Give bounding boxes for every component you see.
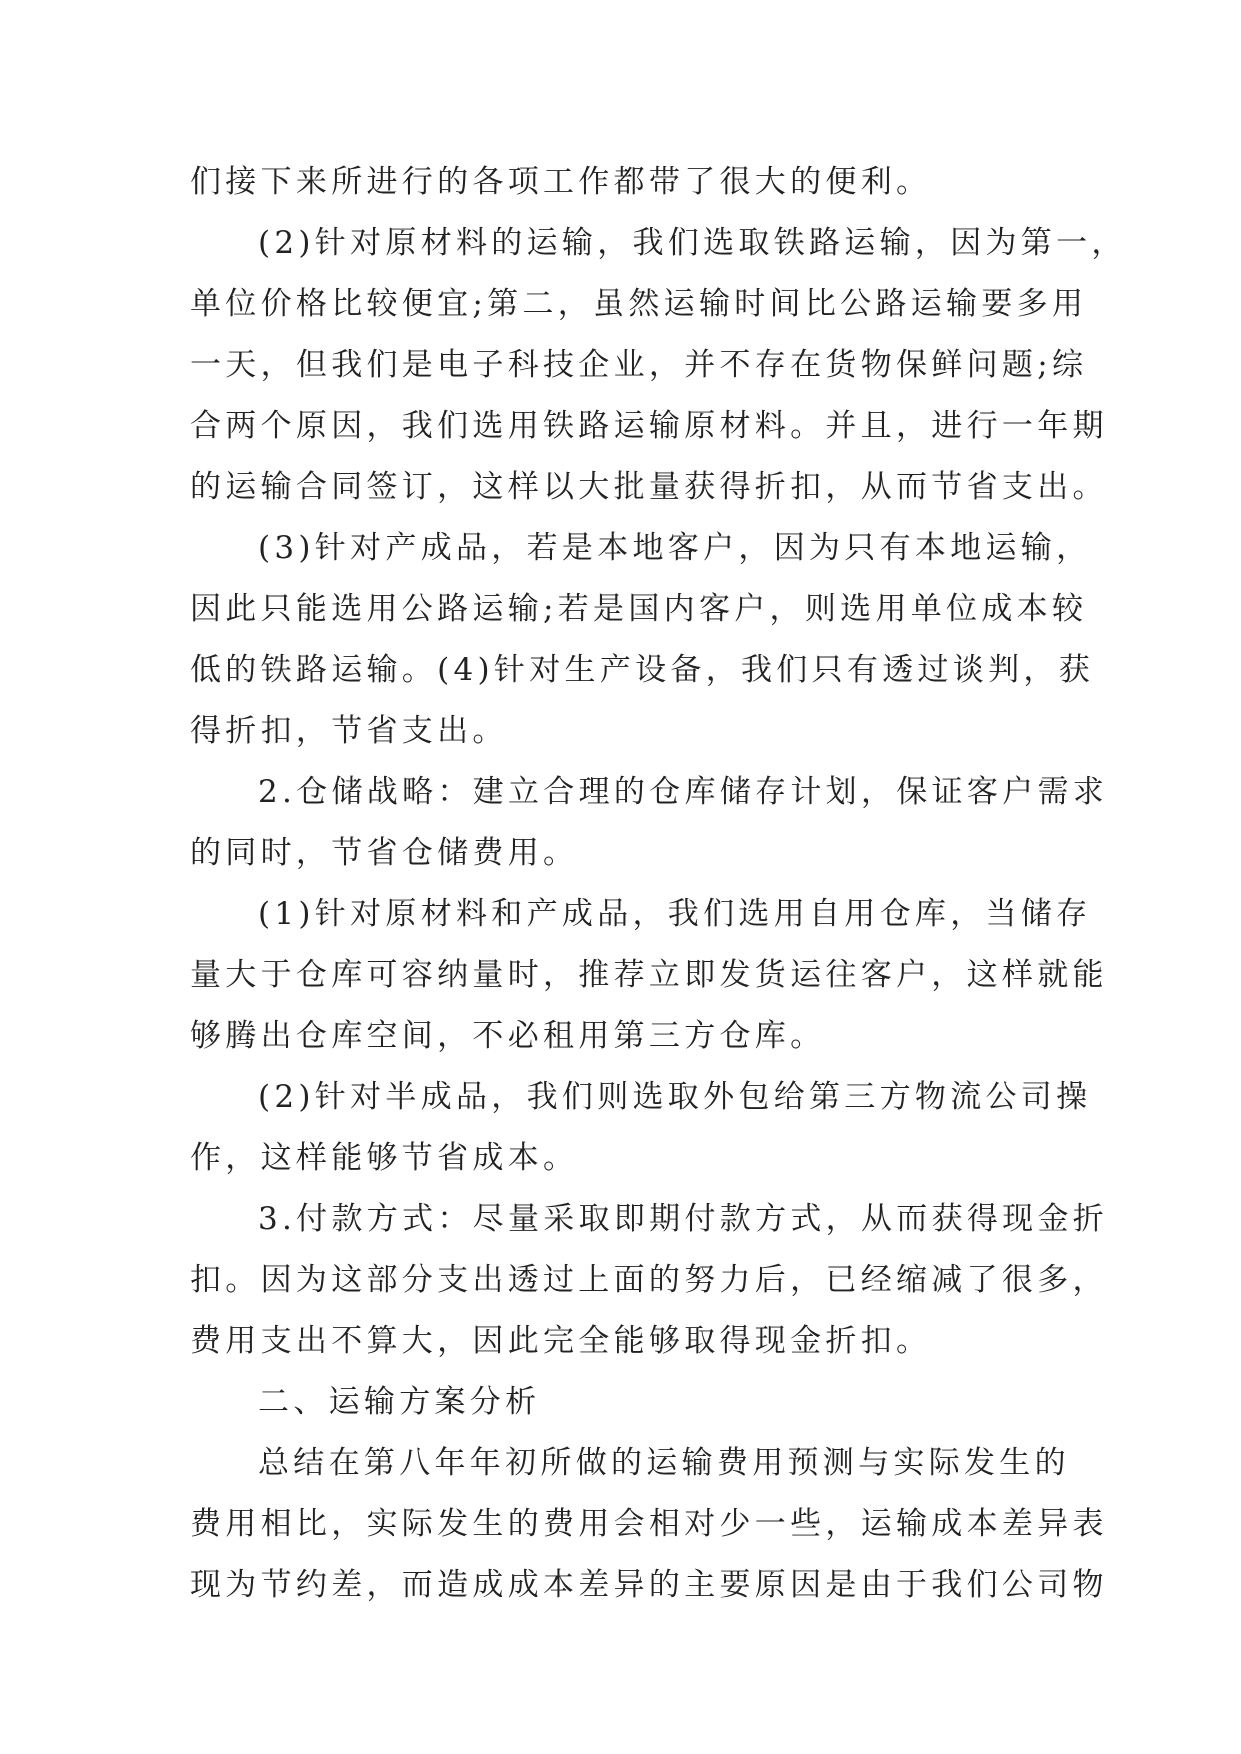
text-line-7: (3)针对产成品，若是本地客户，因为只有本地运输， [258,530,1092,566]
text-line-23: 费用相比，实际发生的费用会相对少一些，运输成本差异表 [190,1506,1108,1542]
text-line-17: 作，这样能够节省成本。 [190,1140,579,1176]
text-line-20: 费用支出不算大，因此完全能够取得现金折扣。 [190,1323,932,1359]
text-line-1: 们接下来所进行的各项工作都带了很大的便利。 [190,164,932,200]
text-line-24: 现为节约差，而造成成本差异的主要原因是由于我们公司物 [190,1567,1108,1603]
text-line-9: 低的铁路运输。(4)针对生产设备，我们只有透过谈判，获 [190,652,1095,688]
text-line-4: 一天，但我们是电子科技企业，并不存在货物保鲜问题;综 [190,347,1088,383]
section-heading: 二、运输方案分析 [258,1384,541,1420]
text-line-3: 单位价格比较便宜;第二，虽然运输时间比公路运输要多用 [190,286,1088,322]
text-line-11: 2.仓储战略：建立合理的仓库储存计划，保证客户需求 [258,774,1109,810]
text-line-15: 够腾出仓库空间，不必租用第三方仓库。 [190,1018,826,1054]
text-line-12: 的同时，节省仓储费用。 [190,835,579,871]
text-line-8: 因此只能选用公路运输;若是国内客户，则选用单位成本较 [190,591,1088,627]
text-line-18: 3.付款方式：尽量采取即期付款方式，从而获得现金折 [258,1201,1109,1237]
text-line-6: 的运输合同签订，这样以大批量获得折扣，从而节省支出。 [190,469,1108,505]
text-line-13: (1)针对原材料和产成品，我们选用自用仓库，当储存 [258,896,1092,932]
document-page [190,152,1127,1616]
text-line-5: 合两个原因，我们选用铁路运输原材料。并且，进行一年期 [190,408,1108,444]
text-line-22: 总结在第八年年初所做的运输费用预测与实际发生的 [258,1445,1070,1481]
text-line-2: (2)针对原材料的运输，我们选取铁路运输，因为第一， [258,225,1127,261]
text-line-10: 得折扣，节省支出。 [190,713,508,749]
text-line-19: 扣。因为这部分支出透过上面的努力后，已经缩减了很多， [190,1262,1108,1298]
text-line-14: 量大于仓库可容纳量时，推荐立即发货运往客户，这样就能 [190,957,1108,993]
text-line-16: (2)针对半成品，我们则选取外包给第三方物流公司操 [258,1079,1092,1115]
